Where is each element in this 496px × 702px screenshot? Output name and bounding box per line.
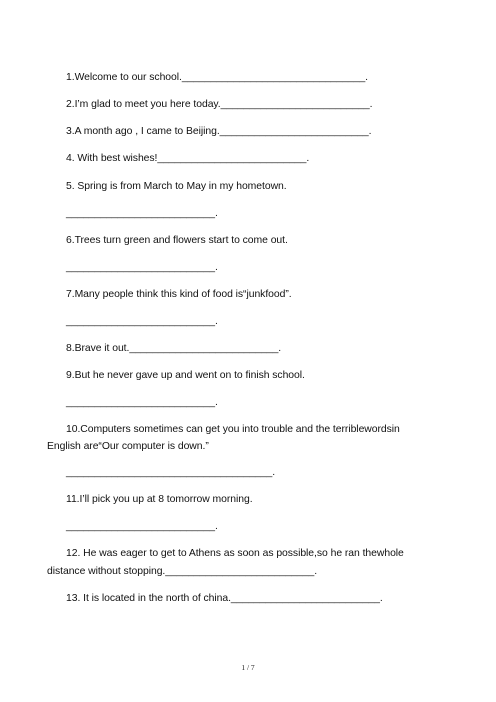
sentence-12-line-1: 12. He was eager to get to Athens as soon as possible,so he ran thewhole [66,548,404,559]
answer-blank-6: __________________________. [66,262,218,273]
sentence-9: 9.But he never gave up and went on to finish school. [66,370,305,381]
sentence-10-line-1: 10.Computers sometimes can get you into trouble and the terriblewordsin [66,424,400,435]
sentence-13: 13. It is located in the north of china.__________________________. [66,593,383,604]
sentence-5: 5. Spring is from March to May in my hometown. [66,181,287,192]
sentence-7: 7.Many people think this kind of food is“junkfood”. [66,289,292,300]
sentence-2: 2.I’m glad to meet you here today.__________________________. [66,99,373,110]
page-number: 1 / 7 [241,663,255,672]
sentence-11: 11.I’ll pick you up at 8 tomorrow morning. [66,494,253,505]
answer-blank-10: ____________________________________. [66,467,276,478]
sentence-10-line-2: English are“Our computer is down.” [47,441,209,452]
answer-blank-11: __________________________. [66,521,218,532]
sentence-3: 3.A month ago , I came to Beijing.__________________________. [66,126,372,137]
answer-blank-7: __________________________. [66,316,218,327]
answer-blank-9: __________________________. [66,397,218,408]
answer-blank-5: __________________________. [66,208,218,219]
sentence-4: 4. With best wishes!__________________________. [66,153,310,164]
sentence-12-line-2: distance without stopping.__________________________. [47,566,318,577]
sentence-1: 1.Welcome to our school.________________________________. [66,72,369,83]
sentence-6: 6.Trees turn green and flowers start to come out. [66,235,288,246]
sentence-8: 8.Brave it out.__________________________. [66,343,282,354]
